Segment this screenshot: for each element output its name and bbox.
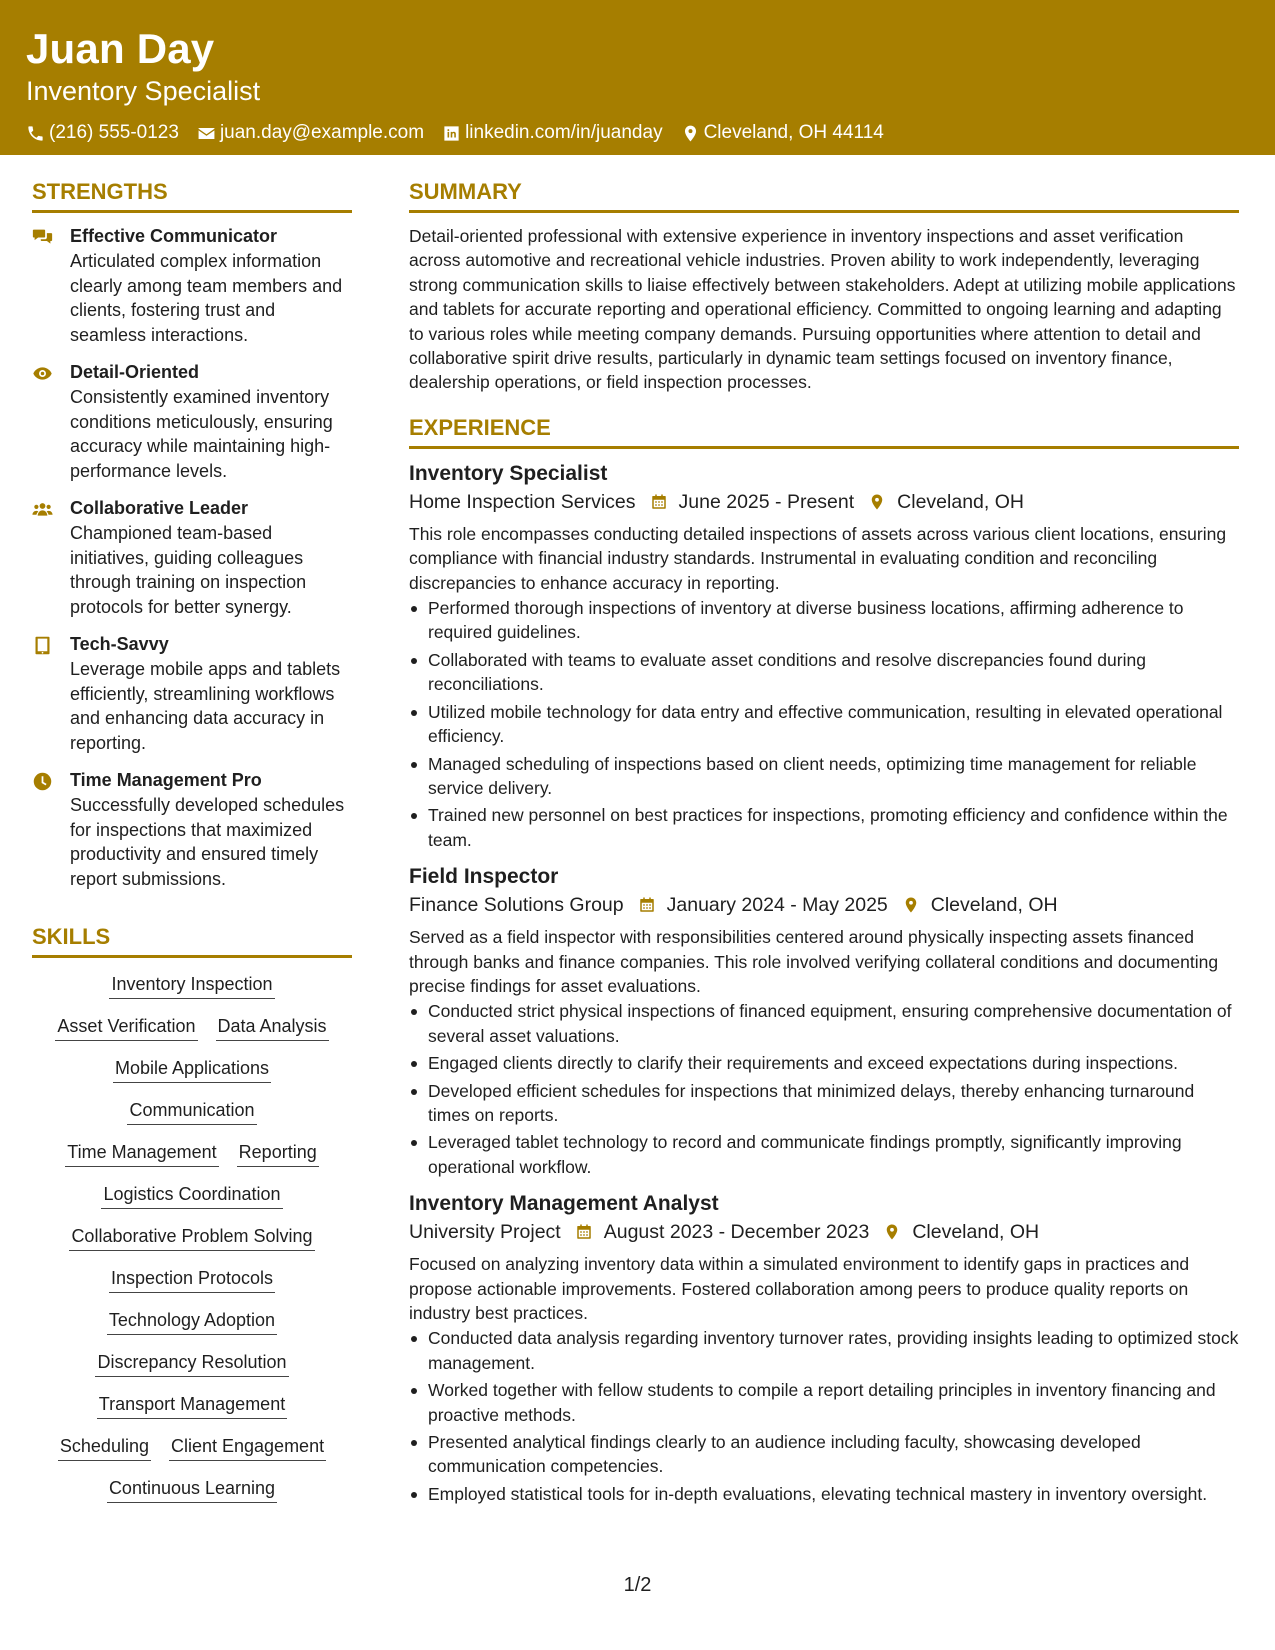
strength-desc: Leverage mobile apps and tablets efficiently, streamlining workflows and enhancing data accuracy in reporting. bbox=[70, 659, 341, 753]
job-bullet: Collaborated with teams to evaluate asset conditions and resolve discrepancies found during reconciliations. bbox=[409, 648, 1239, 697]
strength-item bbox=[32, 496, 352, 619]
strength-title: Collaborative Leader bbox=[70, 498, 249, 518]
skill-tag: Technology Adoption bbox=[107, 1308, 277, 1335]
job-role: Inventory Management Analyst bbox=[409, 1192, 719, 1216]
job-bullets bbox=[409, 1326, 1239, 1506]
skill-row bbox=[32, 1392, 352, 1419]
job-company: University Project bbox=[409, 1221, 561, 1244]
job-bullets bbox=[409, 999, 1239, 1179]
calendar-icon bbox=[650, 493, 668, 511]
linkedin-icon bbox=[442, 124, 461, 143]
eye-icon bbox=[32, 363, 53, 384]
phone-text: (216) 555-0123 bbox=[49, 122, 179, 143]
job-location: Cleveland, OH bbox=[897, 490, 1024, 513]
candidate-title: Inventory Specialist bbox=[26, 76, 261, 106]
comments-icon bbox=[32, 227, 53, 248]
job-bullet: Conducted data analysis regarding inventory turnover rates, providing insights leading to optimized stock management. bbox=[409, 1326, 1239, 1375]
email-text[interactable]: juan.day@example.com bbox=[219, 122, 425, 143]
job-description: Served as a field inspector with responsibilities centered around physically inspecting assets financed through banks and finance companies. This role involved verifying collateral conditions and documenting precise findings for asset evaluations. bbox=[409, 927, 1219, 996]
job-bullet: Leveraged tablet technology to record and communicate findings promptly, significantly improving operational workflow. bbox=[409, 1130, 1239, 1179]
job-bullet: Worked together with fellow students to compile a report detailing principles in inventory financing and proactive methods. bbox=[409, 1378, 1239, 1427]
skills-section bbox=[32, 921, 352, 1503]
skill-tag: Logistics Coordination bbox=[101, 1182, 282, 1209]
contact-bar bbox=[26, 121, 1275, 145]
calendar-icon bbox=[638, 896, 656, 914]
job-dates: August 2023 - December 2023 bbox=[603, 1221, 870, 1244]
summary-heading: SUMMARY bbox=[409, 176, 1239, 213]
skill-tag: Collaborative Problem Solving bbox=[69, 1224, 314, 1251]
map-marker-icon bbox=[902, 896, 920, 914]
location-text: Cleveland, OH 44114 bbox=[703, 122, 884, 143]
contact-location bbox=[681, 121, 884, 145]
strength-item bbox=[32, 360, 352, 483]
job-dates: June 2025 - Present bbox=[678, 490, 855, 513]
skill-tag: Client Engagement bbox=[169, 1434, 326, 1461]
strength-body bbox=[70, 496, 352, 619]
skill-row bbox=[32, 1014, 352, 1041]
job-bullet: Employed statistical tools for in-depth evaluations, elevating technical mastery in inventory oversight. bbox=[409, 1482, 1239, 1506]
job-location: Cleveland, OH bbox=[930, 894, 1058, 917]
strength-desc: Consistently examined inventory conditions meticulously, ensuring accuracy while maintaining high-performance levels. bbox=[70, 387, 333, 481]
job-role: Inventory Specialist bbox=[409, 461, 608, 485]
skill-tag: Inventory Inspection bbox=[109, 972, 274, 999]
strength-body bbox=[70, 768, 352, 891]
job-dates: January 2024 - May 2025 bbox=[666, 894, 888, 917]
map-marker-icon bbox=[681, 124, 700, 143]
map-marker-icon bbox=[868, 493, 886, 511]
left-column bbox=[32, 176, 352, 1518]
strength-item bbox=[32, 632, 352, 755]
contact-email[interactable] bbox=[197, 121, 424, 145]
job-bullet: Trained new personnel on best practices for inspections, promoting efficiency and confidence within the team. bbox=[409, 803, 1239, 852]
strength-title: Detail-Oriented bbox=[70, 362, 200, 382]
job-company: Finance Solutions Group bbox=[409, 894, 624, 917]
job-meta bbox=[409, 488, 1239, 516]
strength-icon-wrap bbox=[32, 360, 70, 483]
job-bullet: Conducted strict physical inspections of financed equipment, ensuring comprehensive documentation of several asset valuations. bbox=[409, 999, 1239, 1048]
resume-header bbox=[0, 0, 1275, 155]
job-meta bbox=[409, 1218, 1239, 1246]
strength-body bbox=[70, 360, 352, 483]
skill-row bbox=[32, 1476, 352, 1503]
candidate-name: Juan Day bbox=[26, 25, 215, 72]
skill-tag: Continuous Learning bbox=[107, 1476, 277, 1503]
strength-title: Tech-Savvy bbox=[70, 634, 169, 654]
phone-icon bbox=[26, 124, 45, 143]
skills-list bbox=[32, 972, 352, 1503]
contact-phone bbox=[26, 121, 179, 145]
experience-heading: EXPERIENCE bbox=[409, 412, 1239, 449]
skill-row bbox=[32, 1182, 352, 1209]
clock-icon bbox=[32, 771, 53, 792]
envelope-icon bbox=[197, 124, 216, 143]
skill-tag: Mobile Applications bbox=[113, 1056, 271, 1083]
strength-title: Time Management Pro bbox=[70, 770, 262, 790]
contact-linkedin[interactable] bbox=[442, 121, 663, 145]
tablet-icon bbox=[32, 635, 53, 656]
strength-icon-wrap bbox=[32, 768, 70, 891]
skill-tag: Discrepancy Resolution bbox=[95, 1350, 288, 1377]
strength-icon-wrap bbox=[32, 224, 70, 347]
right-column bbox=[409, 176, 1239, 1517]
job-bullets bbox=[409, 596, 1239, 852]
skill-tag: Scheduling bbox=[58, 1434, 151, 1461]
experience-entry bbox=[409, 863, 1239, 1179]
job-bullet: Managed scheduling of inspections based on client needs, optimizing time management for reliable service delivery. bbox=[409, 752, 1239, 801]
skill-tag: Transport Management bbox=[97, 1392, 287, 1419]
strengths-heading: STRENGTHS bbox=[32, 176, 352, 213]
job-bullet: Presented analytical findings clearly to an audience including faculty, showcasing developed communication competencies. bbox=[409, 1430, 1239, 1479]
map-marker-icon bbox=[883, 1223, 901, 1241]
strength-title: Effective Communicator bbox=[70, 226, 278, 246]
skill-row bbox=[32, 1434, 352, 1461]
skill-row bbox=[32, 1308, 352, 1335]
job-bullet: Utilized mobile technology for data entry and effective communication, resulting in elevated operational efficiency. bbox=[409, 700, 1239, 749]
skill-row bbox=[32, 1140, 352, 1167]
linkedin-text[interactable]: linkedin.com/in/juanday bbox=[465, 122, 663, 143]
users-icon bbox=[32, 499, 53, 520]
strength-body bbox=[70, 224, 352, 347]
skill-tag: Time Management bbox=[65, 1140, 218, 1167]
strength-icon-wrap bbox=[32, 632, 70, 755]
experience-entry bbox=[409, 460, 1239, 852]
job-description: Focused on analyzing inventory data within a simulated environment to identify gaps in practices and propose actionable improvements. Fostered collaboration among peers to produce quality reports on industry best practices. bbox=[409, 1254, 1190, 1323]
calendar-icon bbox=[575, 1223, 593, 1241]
skill-tag: Data Analysis bbox=[216, 1014, 329, 1041]
strength-item bbox=[32, 768, 352, 891]
skill-row bbox=[32, 1224, 352, 1251]
skill-tag: Communication bbox=[127, 1098, 256, 1125]
skill-row bbox=[32, 1098, 352, 1125]
experience-list bbox=[409, 460, 1239, 1506]
strength-desc: Articulated complex information clearly among team members and clients, fostering trust and seamless interactions. bbox=[70, 251, 343, 345]
page-number: 1/2 bbox=[623, 1574, 652, 1596]
strength-icon-wrap bbox=[32, 496, 70, 619]
strengths-list bbox=[32, 224, 352, 891]
skills-heading: SKILLS bbox=[32, 921, 352, 958]
experience-entry bbox=[409, 1190, 1239, 1506]
skill-tag: Inspection Protocols bbox=[109, 1266, 275, 1293]
job-bullet: Engaged clients directly to clarify their requirements and exceed expectations during inspections. bbox=[409, 1051, 1239, 1075]
strength-item bbox=[32, 224, 352, 347]
skill-row bbox=[32, 972, 352, 999]
job-bullet: Developed efficient schedules for inspections that minimized delays, thereby enhancing turnaround times on reports. bbox=[409, 1079, 1239, 1128]
skill-row bbox=[32, 1056, 352, 1083]
job-bullet: Performed thorough inspections of inventory at diverse business locations, affirming adherence to required guidelines. bbox=[409, 596, 1239, 645]
strength-desc: Successfully developed schedules for inspections that maximized productivity and ensured timely report submissions. bbox=[70, 795, 345, 889]
job-meta bbox=[409, 891, 1239, 919]
skill-row bbox=[32, 1350, 352, 1377]
strength-desc: Championed team-based initiatives, guiding colleagues through training on inspection protocols for better synergy. bbox=[70, 523, 307, 617]
job-role: Field Inspector bbox=[409, 865, 559, 889]
strength-body bbox=[70, 632, 352, 755]
skill-tag: Asset Verification bbox=[55, 1014, 197, 1041]
skill-tag: Reporting bbox=[237, 1140, 319, 1167]
job-location: Cleveland, OH bbox=[912, 1221, 1040, 1244]
job-description: This role encompasses conducting detailed inspections of assets across various client locations, ensuring compliance with financial industry standards. Instrumental in evaluating condition and reconciling discrepancies to enhance accuracy in reporting. bbox=[409, 523, 1227, 593]
job-company: Home Inspection Services bbox=[409, 490, 636, 513]
skill-row bbox=[32, 1266, 352, 1293]
summary-text: Detail-oriented professional with extensive experience in inventory inspections and asset verification across automotive and recreational vehicle industries. Proven ability to work independently, leveraging strong communication skills to liaise effectively between stakeholders. Adept at utilizing mobile applications and tablets for accurate reporting and operational efficiency. Committed to ongoing learning and adapting to various roles while meeting company demands. Pursuing opportunities where attention to detail and collaborative spirit drive results, particularly in dynamic team settings focused on inventory finance, dealership operations, or field inspection processes. bbox=[409, 226, 1236, 393]
